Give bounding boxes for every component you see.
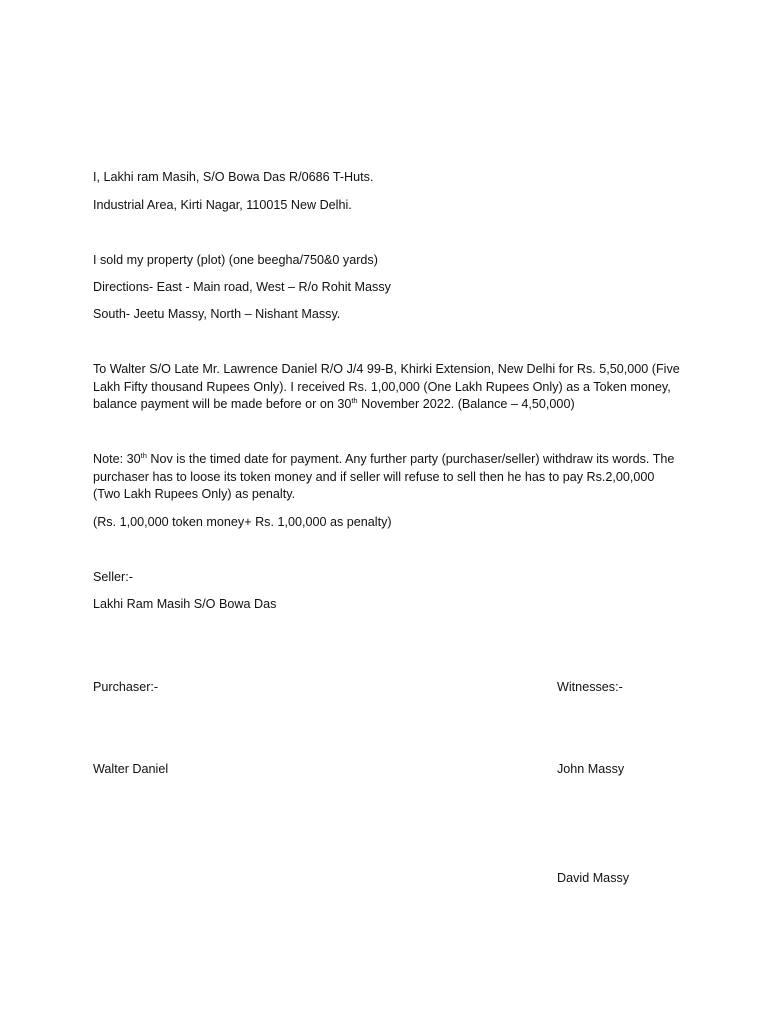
directions-line-2: South- Jeetu Massy, North – Nishant Massy. xyxy=(93,307,341,321)
directions-line-1: Directions- East - Main road, West – R/o Rohit Massy xyxy=(93,280,391,294)
seller-label: Seller:- xyxy=(93,570,133,584)
sale-paragraph-superscript: th xyxy=(351,396,358,405)
note-paragraph-text-1: Note: 30 xyxy=(93,452,141,466)
sale-paragraph-text-2: November 2022. (Balance – 4,50,000) xyxy=(357,397,575,411)
witnesses-label: Witnesses:- xyxy=(557,680,623,694)
seller-name: Lakhi Ram Masih S/O Bowa Das xyxy=(93,597,277,611)
penalty-line: (Rs. 1,00,000 token money+ Rs. 1,00,000 as penalty) xyxy=(93,515,392,529)
sale-paragraph-text-1: To Walter S/O Late Mr. Lawrence Daniel R/O J/4 99-B, Khirki Extension, New Delhi for Rs. 5,50,000 (Five Lakh Fifty thousand Rupees Only). I received Rs. 1,00,000 (One Lakh Rupees Only) as a Token money, balance payment will be made before or on 30 xyxy=(93,362,680,411)
intro-line-1: I, Lakhi ram Masih, S/O Bowa Das R/0686 T-Huts. xyxy=(93,170,374,184)
witness-2-name: David Massy xyxy=(557,871,630,885)
property-line: I sold my property (plot) (one beegha/750&0 yards) xyxy=(93,253,378,267)
sale-paragraph xyxy=(93,361,683,414)
witness-1-name: John Massy xyxy=(557,762,625,776)
note-paragraph xyxy=(93,451,683,504)
purchaser-label: Purchaser:- xyxy=(93,680,159,694)
note-paragraph-text-2: Nov is the timed date for payment. Any further party (purchaser/seller) withdraw its words. The purchaser has to loose its token money and if seller will refuse to sell then he has to pay Rs.2,00,000 (Two Lakh Rupees Only) as penalty. xyxy=(93,452,675,501)
intro-line-2: Industrial Area, Kirti Nagar, 110015 New Delhi. xyxy=(93,198,352,212)
note-paragraph-superscript: th xyxy=(140,451,147,460)
purchaser-name: Walter Daniel xyxy=(93,762,169,776)
